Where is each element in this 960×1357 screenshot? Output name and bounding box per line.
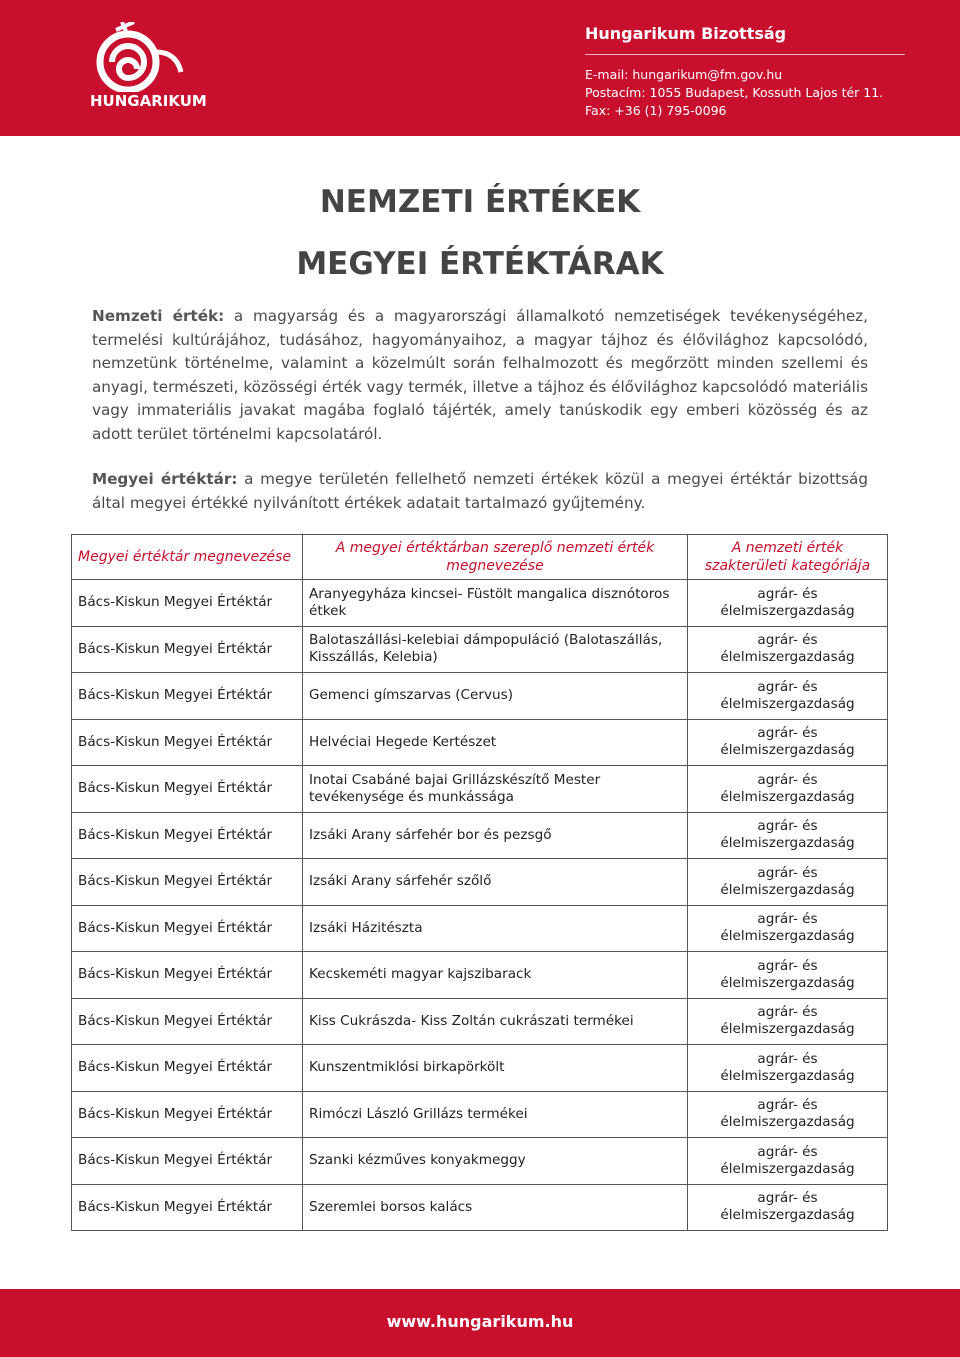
cell-category: agrár- és élelmiszergazdaság: [688, 952, 888, 999]
county-values-table: [71, 534, 888, 1231]
definition-text: a megye területén fellelhető nemzeti értékek közül a megyei értéktár bizottság által megyei értékké nyilvánított értékek adatait tartalmazó gyűjtemény.: [92, 470, 868, 512]
contact-fax: Fax: +36 (1) 795-0096: [585, 103, 727, 118]
cell-value-name: Inotai Csabáné bajai Grillázskészítő Mester tevékenysége és munkássága: [303, 766, 688, 813]
table-body: [72, 580, 888, 1231]
cell-value-name: Balotaszállási-kelebiai dámpopuláció (Balotaszállás, Kisszállás, Kelebia): [303, 626, 688, 673]
cell-category: agrár- és élelmiszergazdaság: [688, 673, 888, 720]
cell-repository: Bács-Kiskun Megyei Értéktár: [72, 766, 303, 813]
column-header-value-name: A megyei értéktárban szereplő nemzeti érték megnevezése: [303, 535, 688, 580]
table-row: [72, 859, 888, 906]
contact-email[interactable]: E-mail: hungarikum@fm.gov.hu: [585, 67, 783, 82]
cell-value-name: Kiss Cukrászda- Kiss Zoltán cukrászati termékei: [303, 998, 688, 1045]
page-title: NEMZETI ÉRTÉKEK: [319, 184, 641, 220]
column-header-repository: Megyei értéktár megnevezése: [72, 535, 303, 580]
table-row: [72, 719, 888, 766]
cell-repository: Bács-Kiskun Megyei Értéktár: [72, 952, 303, 999]
cell-category: agrár- és élelmiszergazdaság: [688, 580, 888, 627]
definition-term: Nemzeti érték:: [92, 307, 225, 325]
hungarikum-logo: [86, 22, 207, 122]
table-row: [72, 1138, 888, 1185]
cell-value-name: Rimóczi László Grillázs termékei: [303, 1091, 688, 1138]
definition-term: Megyei értéktár:: [92, 470, 238, 488]
cell-value-name: Szanki kézműves konyakmeggy: [303, 1138, 688, 1185]
table-row: [72, 626, 888, 673]
table-row: [72, 580, 888, 627]
cell-value-name: Szeremlei borsos kalács: [303, 1184, 688, 1231]
cell-value-name: Kunszentmiklósi birkapörkölt: [303, 1045, 688, 1092]
table-row: [72, 812, 888, 859]
cell-repository: Bács-Kiskun Megyei Értéktár: [72, 1184, 303, 1231]
page-footer: [0, 1289, 960, 1357]
cell-repository: Bács-Kiskun Megyei Értéktár: [72, 1138, 303, 1185]
contact-address: Postacím: 1055 Budapest, Kossuth Lajos tér 11.: [585, 85, 884, 100]
page-subtitle: MEGYEI ÉRTÉKTÁRAK: [296, 246, 664, 282]
table-row: [72, 998, 888, 1045]
cell-category: agrár- és élelmiszergazdaság: [688, 998, 888, 1045]
contact-info: [585, 66, 883, 120]
table-row: [72, 766, 888, 813]
cell-category: agrár- és élelmiszergazdaság: [688, 1045, 888, 1092]
logo-text: HUNGARIKUM: [90, 92, 207, 110]
cell-repository: Bács-Kiskun Megyei Értéktár: [72, 812, 303, 859]
cell-repository: Bács-Kiskun Megyei Értéktár: [72, 626, 303, 673]
cell-repository: Bács-Kiskun Megyei Értéktár: [72, 1045, 303, 1092]
cell-repository: Bács-Kiskun Megyei Értéktár: [72, 859, 303, 906]
cell-value-name: Kecskeméti magyar kajszibarack: [303, 952, 688, 999]
cell-repository: Bács-Kiskun Megyei Értéktár: [72, 998, 303, 1045]
cell-category: agrár- és élelmiszergazdaság: [688, 1091, 888, 1138]
column-header-category: A nemzeti érték szakterületi kategóriája: [688, 535, 888, 580]
table-row: [72, 673, 888, 720]
footer-website-link[interactable]: www.hungarikum.hu: [386, 1312, 574, 1331]
spiral-logo-icon: [86, 22, 196, 92]
cell-repository: Bács-Kiskun Megyei Értéktár: [72, 719, 303, 766]
cell-value-name: Gemenci gímszarvas (Cervus): [303, 673, 688, 720]
organization-name: Hungarikum Bizottság: [585, 24, 787, 43]
table-row: [72, 1091, 888, 1138]
cell-repository: Bács-Kiskun Megyei Értéktár: [72, 905, 303, 952]
cell-value-name: Izsáki Arany sárfehér szőlő: [303, 859, 688, 906]
cell-category: agrár- és élelmiszergazdaság: [688, 719, 888, 766]
table-row: [72, 952, 888, 999]
cell-repository: Bács-Kiskun Megyei Értéktár: [72, 580, 303, 627]
table-row: [72, 905, 888, 952]
county-repository-definition: [92, 468, 868, 515]
national-value-definition: [92, 305, 868, 447]
cell-category: agrár- és élelmiszergazdaság: [688, 812, 888, 859]
table-row: [72, 1045, 888, 1092]
cell-value-name: Izsáki Arany sárfehér bor és pezsgő: [303, 812, 688, 859]
header-divider: [585, 54, 905, 55]
table-row: [72, 1184, 888, 1231]
cell-category: agrár- és élelmiszergazdaság: [688, 1184, 888, 1231]
cell-value-name: Helvéciai Hegede Kertészet: [303, 719, 688, 766]
table-header-row: [72, 535, 888, 580]
cell-value-name: Aranyegyháza kincsei- Füstölt mangalica disznótoros étkek: [303, 580, 688, 627]
cell-category: agrár- és élelmiszergazdaság: [688, 905, 888, 952]
cell-repository: Bács-Kiskun Megyei Értéktár: [72, 673, 303, 720]
cell-category: agrár- és élelmiszergazdaság: [688, 766, 888, 813]
cell-value-name: Izsáki Házitészta: [303, 905, 688, 952]
cell-category: agrár- és élelmiszergazdaság: [688, 626, 888, 673]
cell-category: agrár- és élelmiszergazdaság: [688, 859, 888, 906]
cell-repository: Bács-Kiskun Megyei Értéktár: [72, 1091, 303, 1138]
cell-category: agrár- és élelmiszergazdaság: [688, 1138, 888, 1185]
page-header: [0, 0, 960, 136]
definition-text: a magyarság és a magyarországi államalkotó nemzetiségek tevékenységéhez, termelési kultúrájához, tudásához, hagyományaihoz, a magyar tájhoz és élővilághoz kapcsolódó, nemzetünk történelme, valamint a közelmúlt során felhalmozott és megőrzött minden szellemi és anyagi, természeti, közösségi érték vagy termék, illetve a tájhoz és élővilághoz kapcsolódó materiális vagy immateriális javakat magába foglaló tájérték, amely tanúskodik egy emberi közösség és az adott terület történelmi kapcsolatáról.: [92, 307, 868, 443]
